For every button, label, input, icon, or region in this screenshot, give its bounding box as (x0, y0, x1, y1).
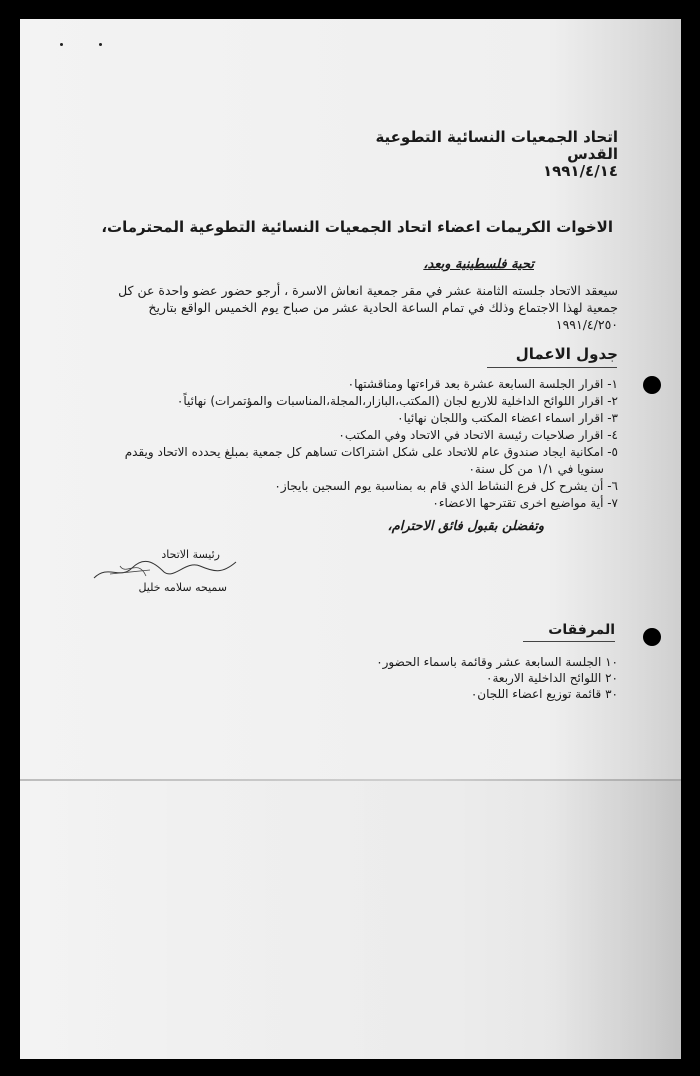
handwritten-signature (90, 554, 240, 584)
letter-date: ١٩٩١/٤/١٤ (542, 162, 618, 180)
body-line: ١٩٩١/٤/٢٥٠ (555, 317, 618, 332)
agenda-item: ٧- أية مواضيع اخرى تقترحها الاعضاء٠ (432, 496, 618, 510)
salutation: الاخوات الكريمات اعضاء اتحاد الجمعيات النسائية التطوعية المحترمات، (101, 218, 613, 236)
agenda-title: جدول الاعمال (515, 345, 618, 363)
closing-line: وتفضلن بقبول فائق الاحترام، (387, 519, 544, 534)
letter-page (20, 19, 681, 1059)
agenda-item: ٤- اقرار صلاحيات رئيسة الاتحاد في الاتحاد وفي المكتب٠ (338, 428, 618, 442)
body-line: سيعقد الاتحاد جلسته الثامنة عشر في مقر جمعية انعاش الاسرة ، أرجو حضور عضو واحدة عن كل (118, 283, 618, 298)
city: القدس (567, 145, 618, 163)
agenda-underline (487, 367, 617, 368)
organization-name: اتحاد الجمعيات النسائية التطوعية (375, 128, 618, 146)
letter-header (375, 129, 618, 180)
agenda-item: ٣- اقرار اسماء اعضاء المكتب واللجان نهائيا٠ (397, 411, 618, 425)
speck (60, 43, 63, 46)
body-paragraph (118, 282, 618, 333)
attachment-item: ١٠ الجلسة السابعة عشر وقائمة باسماء الحضور٠ (376, 655, 618, 669)
greeting: تحية فلسطينية وبعد، (423, 257, 534, 272)
punch-hole (643, 628, 661, 646)
page-shadow (20, 781, 681, 1059)
agenda-item-continuation: سنويا في ١/١ من كل سنة٠ (468, 462, 604, 476)
agenda-item: ٥- امكانية ايجاد صندوق عام للاتحاد على شكل اشتراكات تساهم كل جمعية بمبلغ يحدده الاتحاد ويقدم (124, 445, 618, 459)
signatory-name: سميحه سلامه خليل (138, 581, 227, 594)
agenda-item: ٢- اقرار اللوائح الداخلية للاربع لجان (المكتب،البازار،المجلة،المناسبات والمؤتمرات) نهائياً٠ (176, 394, 618, 408)
attachment-item: ٣٠ قائمة توزيع اعضاء اللجان٠ (470, 687, 618, 701)
speck (99, 43, 102, 46)
agenda-list (125, 376, 618, 512)
body-line: جمعية لهذا الاجتماع وذلك في تمام الساعة الحادية عشر من صباح يوم الخميس الواقع بتاريخ (148, 300, 618, 315)
attachments-list (376, 654, 618, 702)
signatory-title: رئيسة الاتحاد (161, 548, 220, 561)
attachments-title: المرفقات (548, 622, 615, 638)
agenda-item: ١- اقرار الجلسة السابعة عشرة بعد قراءتها ومناقشتها٠ (347, 377, 618, 391)
attachment-item: ٢٠ اللوائح الداخلية الاربعة٠ (486, 671, 618, 685)
agenda-item: ٦- أن يشرح كل فرع النشاط الذي قام به بمناسبة يوم السجين بايجاز٠ (274, 479, 618, 493)
punch-hole (643, 376, 661, 394)
attachments-underline (523, 641, 615, 642)
